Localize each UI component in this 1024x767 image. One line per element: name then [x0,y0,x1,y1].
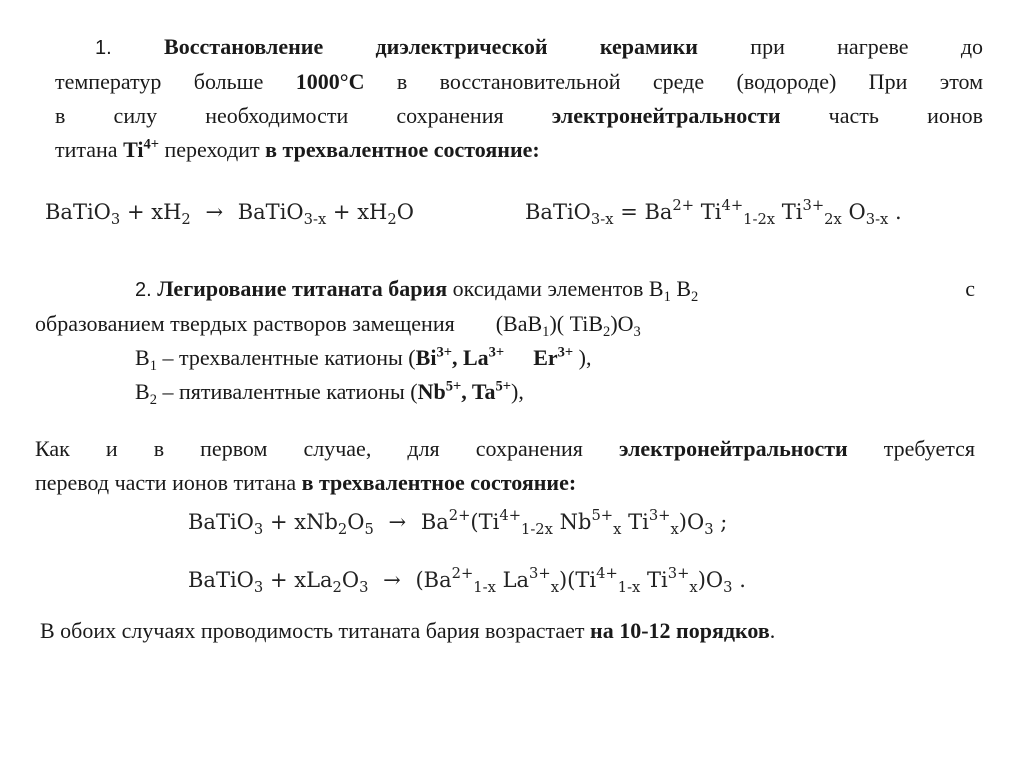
paragraph-3-line-1: Как и в первом случае, для сохранения электронейтральности требуется [35,436,976,461]
reaction-arrow: → [205,200,224,224]
equation-1: BaTiO$_3$ + $xH_2$ → BaTiO$_{3-x}$ + $xH_2O$ [45,200,414,229]
section-1-number: 1. [95,37,112,59]
section-1 [55,30,983,167]
section-2-number: 2. [135,279,152,301]
section-2-b2-line: $B_2$ – пятивалентные катионы ($Nb^{5+}$, $Ta^{5+}$), [135,378,524,409]
solid-solution-formula: (BaB$_1$)( $TiB_2)O_3$ [495,311,641,341]
paragraph-3-line-2: перевод части ионов титана в трехвалентное состояние: [35,470,577,495]
section-1-line-4: титана $Ti^{4+}$ переходит в трехвалентное состояние: [55,136,540,162]
section-2-b1-line: $B_1$ – трехвалентные катионы ($Bi^{3+}$, $La^{3+}$ $Er^{3+}$ ), [135,344,592,375]
section-1-line-1: 1. Восстановление диэлектрической керамики при нагреве до [95,34,984,59]
section-2 [35,272,975,409]
section-1-line-2: температур больше 1000°C в восстановительной среде (водороде) При этом [55,69,984,94]
equation-4: BaTiO$_3$ + $xLa_2O_3 \to (Ba^{2+}_{1-x}$ $La^{3+}_x)(Ti^{4+}_{1-x}$ $Ti^{3+}_x)O_3$ . [188,565,746,597]
equation-2: BaTiO$_{3-x}$ = $Ba^{2+}$ $Ti^{4+}_{1-2x}$ $Ti^{3+}_{2x}$ $O_{3-x}$ . [525,197,902,229]
conclusion: В обоих случаях проводимость титаната бария возрастает на 10-12 порядков. [40,618,776,643]
equation-3: BaTiO$_3$ + $xNb_2O_5 \to Ba^{2+}(Ti^{4+}_{1-2x}$ $Nb^{5+}_x$ $Ti^{3+}_x)O_3$ ; [188,507,728,539]
paragraph-3 [35,432,975,500]
section-2-title: Легирование титаната бария [157,276,448,301]
reaction-arrow: → [383,568,401,592]
section-1-line-3: в силу необходимости сохранения электронейтральности часть ионов [55,103,984,128]
section-2-line-1: 2. Легирование титаната бария оксидами элементов $B_1$ $B_2$ с [135,276,975,306]
reaction-arrow: → [388,510,407,534]
section-1-title: Восстановление диэлектрической керамики [164,34,698,59]
section-2-line-2: образованием твердых растворов замещения (BaB$_1$)( $TiB_2)O_3$ [35,311,641,341]
